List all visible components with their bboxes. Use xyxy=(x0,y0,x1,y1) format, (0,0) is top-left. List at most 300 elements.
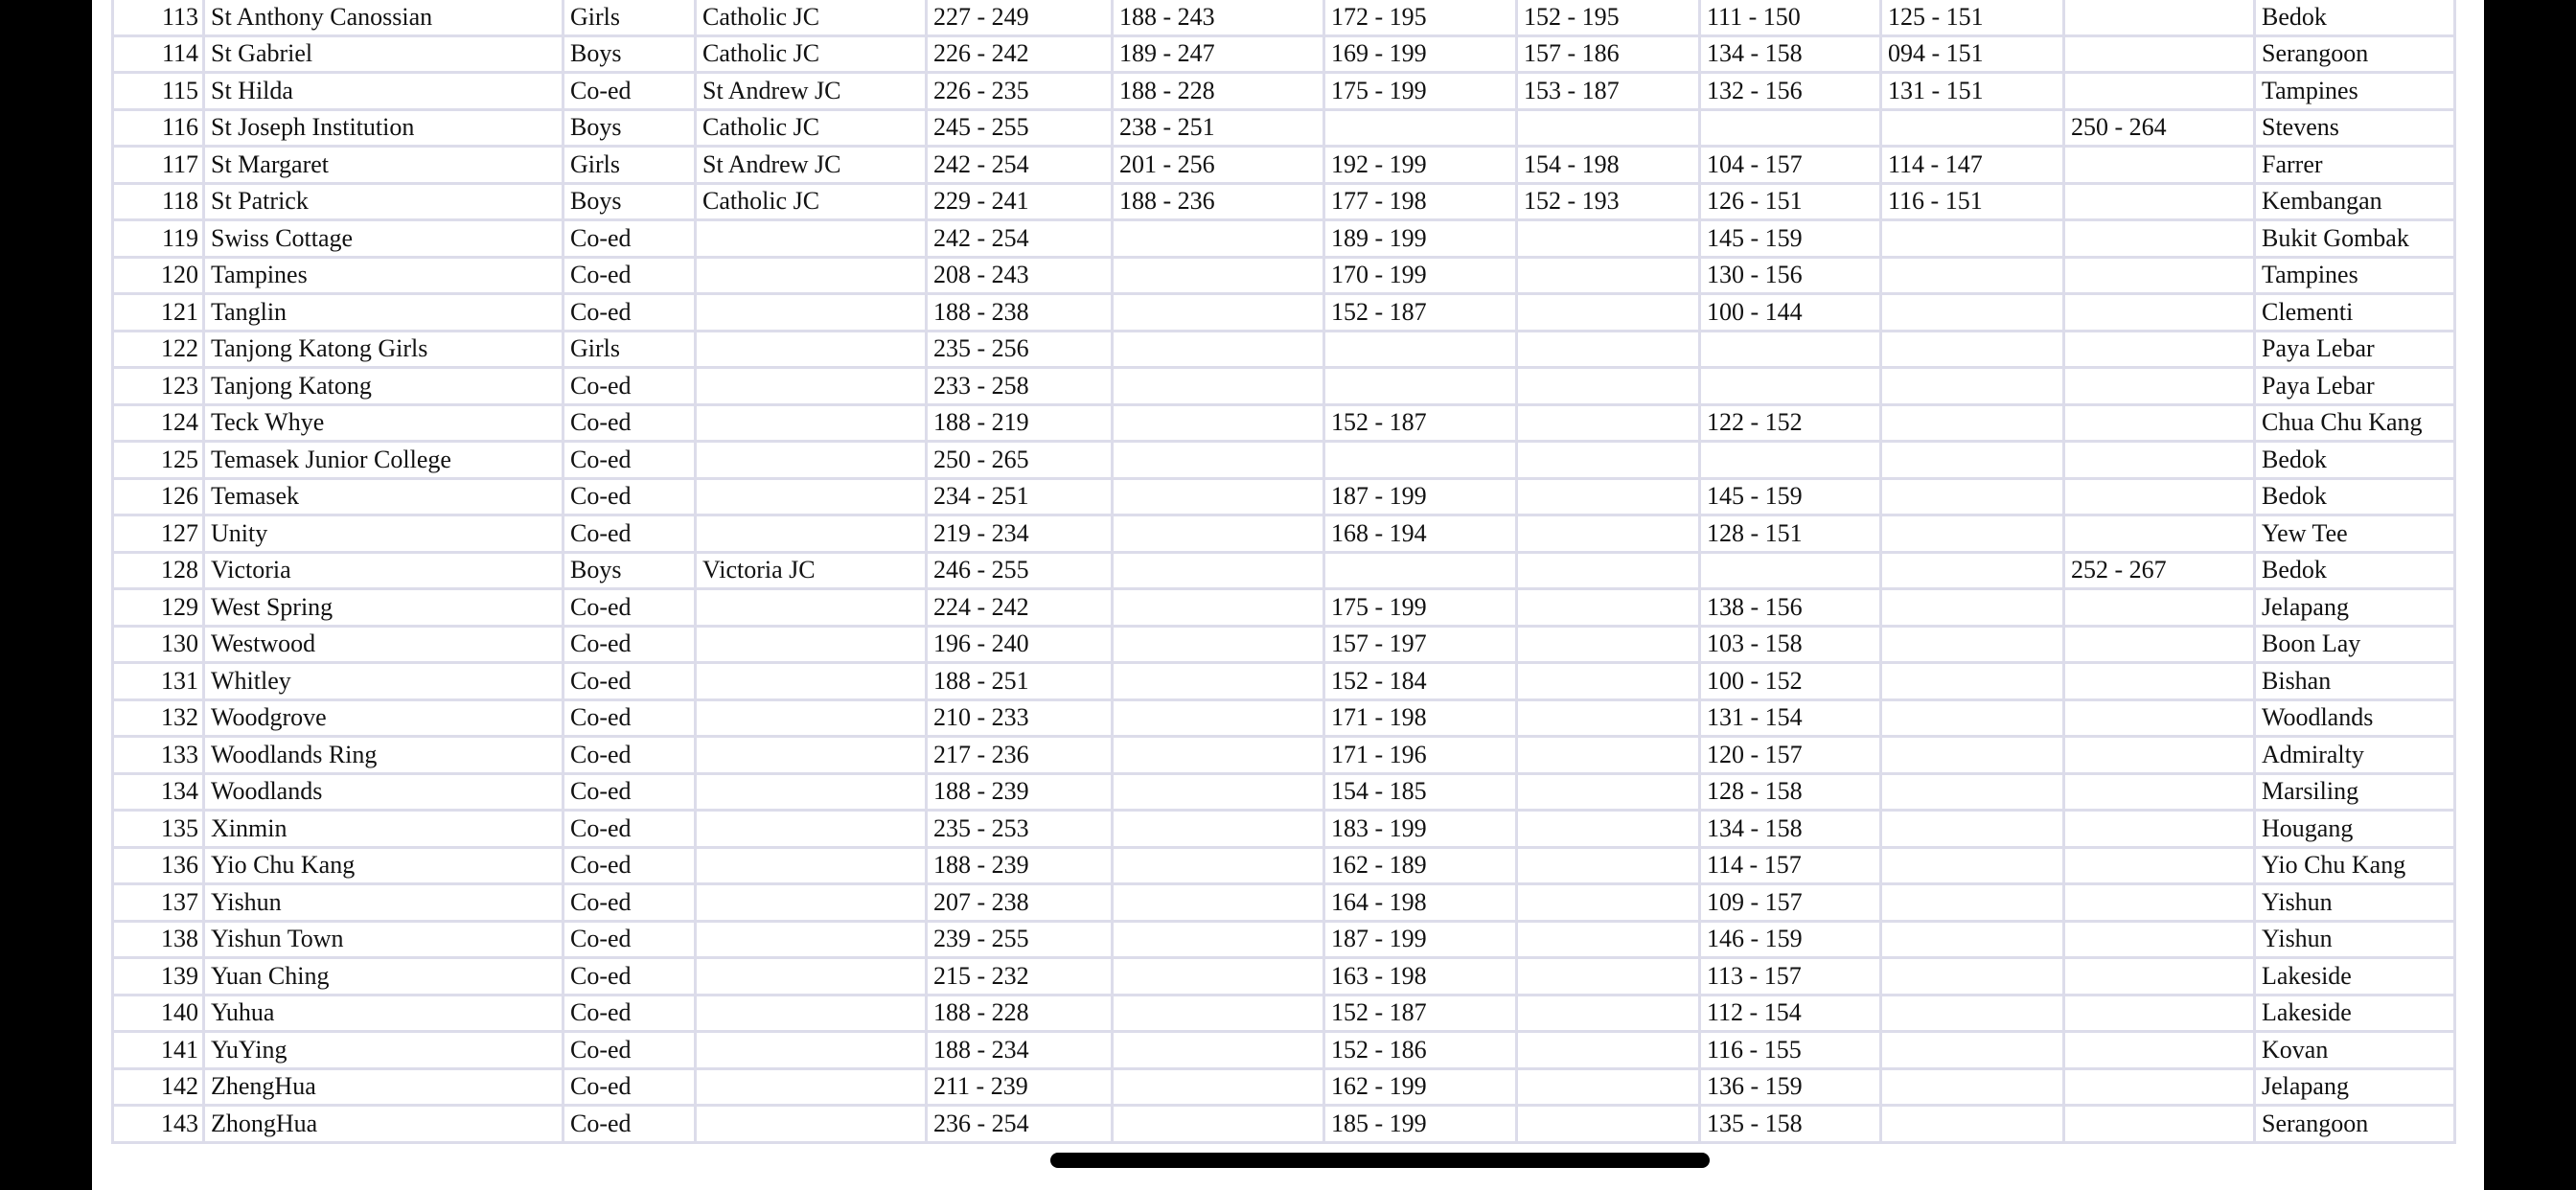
location-cell: Bukit Gombak xyxy=(2255,220,2455,258)
score-range-cell xyxy=(1113,737,1324,774)
table-row xyxy=(113,442,2455,479)
score-range-cell xyxy=(2064,257,2255,294)
table-row xyxy=(113,109,2455,147)
row-number-cell: 140 xyxy=(113,995,204,1032)
row-number-cell: 130 xyxy=(113,626,204,663)
school-name-cell: Xinmin xyxy=(204,811,564,848)
affiliated-jc-cell: Catholic JC xyxy=(696,35,927,73)
score-range-cell: 192 - 199 xyxy=(1324,147,1517,184)
location-cell: Yishun xyxy=(2255,921,2455,958)
score-range-cell: 138 - 156 xyxy=(1700,589,1881,627)
location-cell: Tampines xyxy=(2255,73,2455,110)
score-range-cell xyxy=(1881,257,2064,294)
score-range-cell: 146 - 159 xyxy=(1700,921,1881,958)
gender-type-cell: Co-ed xyxy=(564,1068,696,1106)
gender-type-cell: Co-ed xyxy=(564,73,696,110)
score-range-cell: 116 - 155 xyxy=(1700,1032,1881,1069)
school-name-cell: West Spring xyxy=(204,589,564,627)
table-row xyxy=(113,626,2455,663)
score-range-cell xyxy=(1113,515,1324,553)
gender-type-cell: Co-ed xyxy=(564,589,696,627)
school-name-cell: Yishun xyxy=(204,884,564,922)
score-range-cell: 104 - 157 xyxy=(1700,147,1881,184)
score-range-cell: 134 - 158 xyxy=(1700,811,1881,848)
score-range-cell: 175 - 199 xyxy=(1324,589,1517,627)
score-range-cell: 233 - 258 xyxy=(927,368,1113,405)
score-range-cell xyxy=(2064,220,2255,258)
score-range-cell: 145 - 159 xyxy=(1700,478,1881,515)
row-number-cell: 131 xyxy=(113,663,204,700)
score-range-cell xyxy=(1113,552,1324,589)
location-cell: Lakeside xyxy=(2255,995,2455,1032)
score-range-cell xyxy=(2064,1032,2255,1069)
score-range-cell xyxy=(2064,442,2255,479)
score-range-cell xyxy=(1881,331,2064,368)
affiliated-jc-cell xyxy=(696,257,927,294)
affiliated-jc-cell xyxy=(696,1106,927,1143)
row-number-cell: 137 xyxy=(113,884,204,922)
school-name-cell: St Gabriel xyxy=(204,35,564,73)
table-row xyxy=(113,220,2455,258)
score-range-cell xyxy=(2064,368,2255,405)
score-range-cell xyxy=(2064,404,2255,442)
score-range-cell xyxy=(1517,257,1700,294)
affiliated-jc-cell xyxy=(696,626,927,663)
row-number-cell: 138 xyxy=(113,921,204,958)
affiliated-jc-cell: Catholic JC xyxy=(696,0,927,35)
location-cell: Jelapang xyxy=(2255,589,2455,627)
score-range-cell xyxy=(1113,699,1324,737)
score-range-cell: 111 - 150 xyxy=(1700,0,1881,35)
score-range-cell xyxy=(2064,331,2255,368)
row-number-cell: 133 xyxy=(113,737,204,774)
score-range-cell xyxy=(2064,1106,2255,1143)
score-range-cell xyxy=(1517,958,1700,995)
row-number-cell: 113 xyxy=(113,0,204,35)
location-cell: Bedok xyxy=(2255,478,2455,515)
row-number-cell: 120 xyxy=(113,257,204,294)
score-range-cell: 131 - 154 xyxy=(1700,699,1881,737)
row-number-cell: 139 xyxy=(113,958,204,995)
document-page[interactable] xyxy=(92,0,2484,1190)
school-name-cell: St Patrick xyxy=(204,183,564,220)
gender-type-cell: Co-ed xyxy=(564,995,696,1032)
score-range-cell xyxy=(1517,478,1700,515)
row-number-cell: 123 xyxy=(113,368,204,405)
score-range-cell xyxy=(1517,294,1700,332)
location-cell: Clementi xyxy=(2255,294,2455,332)
affiliated-jc-cell xyxy=(696,737,927,774)
school-name-cell: Yuhua xyxy=(204,995,564,1032)
school-name-cell: Tanjong Katong Girls xyxy=(204,331,564,368)
score-range-cell xyxy=(2064,663,2255,700)
score-range-cell: 157 - 186 xyxy=(1517,35,1700,73)
school-name-cell: St Hilda xyxy=(204,73,564,110)
table-body xyxy=(113,0,2455,1142)
table-row xyxy=(113,368,2455,405)
score-range-cell xyxy=(1700,442,1881,479)
row-number-cell: 136 xyxy=(113,847,204,884)
score-range-cell: 152 - 184 xyxy=(1324,663,1517,700)
score-range-cell: 188 - 228 xyxy=(927,995,1113,1032)
gender-type-cell: Co-ed xyxy=(564,921,696,958)
school-name-cell: Unity xyxy=(204,515,564,553)
location-cell: Lakeside xyxy=(2255,958,2455,995)
score-range-cell xyxy=(2064,921,2255,958)
score-range-cell xyxy=(1881,884,2064,922)
affiliated-jc-cell xyxy=(696,847,927,884)
score-range-cell: 210 - 233 xyxy=(927,699,1113,737)
table-row xyxy=(113,404,2455,442)
score-range-cell: 201 - 256 xyxy=(1113,147,1324,184)
home-indicator[interactable] xyxy=(1050,1153,1710,1168)
score-range-cell: 185 - 199 xyxy=(1324,1106,1517,1143)
school-name-cell: Westwood xyxy=(204,626,564,663)
score-range-cell xyxy=(1517,773,1700,811)
affiliated-jc-cell: Catholic JC xyxy=(696,183,927,220)
score-range-cell xyxy=(1881,995,2064,1032)
score-range-cell: 242 - 254 xyxy=(927,147,1113,184)
score-range-cell: 094 - 151 xyxy=(1881,35,2064,73)
school-name-cell: Tanjong Katong xyxy=(204,368,564,405)
gender-type-cell: Boys xyxy=(564,109,696,147)
score-range-cell: 154 - 185 xyxy=(1324,773,1517,811)
table-row xyxy=(113,663,2455,700)
school-name-cell: Whitley xyxy=(204,663,564,700)
score-range-cell xyxy=(2064,884,2255,922)
score-range-cell xyxy=(1517,699,1700,737)
score-range-cell: 175 - 199 xyxy=(1324,73,1517,110)
score-range-cell: 152 - 187 xyxy=(1324,404,1517,442)
score-range-cell xyxy=(1517,109,1700,147)
location-cell: Hougang xyxy=(2255,811,2455,848)
row-number-cell: 114 xyxy=(113,35,204,73)
score-range-cell xyxy=(1881,847,2064,884)
location-cell: Marsiling xyxy=(2255,773,2455,811)
row-number-cell: 122 xyxy=(113,331,204,368)
table-row xyxy=(113,811,2455,848)
score-range-cell xyxy=(1517,1068,1700,1106)
score-range-cell xyxy=(1113,663,1324,700)
score-range-cell xyxy=(2064,773,2255,811)
score-range-cell: 239 - 255 xyxy=(927,921,1113,958)
score-range-cell xyxy=(1700,331,1881,368)
gender-type-cell: Co-ed xyxy=(564,958,696,995)
score-range-cell: 122 - 152 xyxy=(1700,404,1881,442)
score-range-cell xyxy=(1113,626,1324,663)
score-range-cell xyxy=(1113,811,1324,848)
score-range-cell xyxy=(2064,478,2255,515)
score-range-cell xyxy=(1517,626,1700,663)
score-range-cell xyxy=(1113,294,1324,332)
score-range-cell xyxy=(1517,220,1700,258)
score-range-cell xyxy=(1517,663,1700,700)
score-range-cell xyxy=(1881,478,2064,515)
score-range-cell: 116 - 151 xyxy=(1881,183,2064,220)
gender-type-cell: Girls xyxy=(564,147,696,184)
score-range-cell xyxy=(1517,442,1700,479)
score-range-cell: 171 - 198 xyxy=(1324,699,1517,737)
table-row xyxy=(113,921,2455,958)
score-range-cell: 136 - 159 xyxy=(1700,1068,1881,1106)
gender-type-cell: Co-ed xyxy=(564,737,696,774)
row-number-cell: 115 xyxy=(113,73,204,110)
score-range-cell xyxy=(1113,404,1324,442)
score-range-cell xyxy=(1881,958,2064,995)
score-range-cell xyxy=(1881,921,2064,958)
table-row xyxy=(113,995,2455,1032)
row-number-cell: 117 xyxy=(113,147,204,184)
location-cell: Serangoon xyxy=(2255,35,2455,73)
row-number-cell: 118 xyxy=(113,183,204,220)
affiliated-jc-cell xyxy=(696,1032,927,1069)
location-cell: Yishun xyxy=(2255,884,2455,922)
school-name-cell: Tanglin xyxy=(204,294,564,332)
score-range-cell xyxy=(1517,1032,1700,1069)
score-range-cell xyxy=(1113,442,1324,479)
score-range-cell xyxy=(1113,958,1324,995)
score-range-cell xyxy=(1517,884,1700,922)
gender-type-cell: Co-ed xyxy=(564,404,696,442)
gender-type-cell: Co-ed xyxy=(564,220,696,258)
score-range-cell: 188 - 243 xyxy=(1113,0,1324,35)
school-name-cell: Temasek Junior College xyxy=(204,442,564,479)
score-range-cell: 207 - 238 xyxy=(927,884,1113,922)
school-name-cell: St Margaret xyxy=(204,147,564,184)
score-range-cell xyxy=(1881,663,2064,700)
score-range-cell: 152 - 187 xyxy=(1324,995,1517,1032)
score-range-cell: 100 - 152 xyxy=(1700,663,1881,700)
score-range-cell: 208 - 243 xyxy=(927,257,1113,294)
score-range-cell xyxy=(1324,331,1517,368)
score-range-cell xyxy=(2064,958,2255,995)
affiliated-jc-cell xyxy=(696,442,927,479)
location-cell: Yio Chu Kang xyxy=(2255,847,2455,884)
gender-type-cell: Boys xyxy=(564,552,696,589)
score-range-cell: 163 - 198 xyxy=(1324,958,1517,995)
score-range-cell xyxy=(1881,626,2064,663)
affiliated-jc-cell xyxy=(696,368,927,405)
score-range-cell xyxy=(2064,995,2255,1032)
score-range-cell: 168 - 194 xyxy=(1324,515,1517,553)
table-row xyxy=(113,1068,2455,1106)
school-name-cell: Woodlands xyxy=(204,773,564,811)
table-row xyxy=(113,257,2455,294)
score-range-cell xyxy=(1700,552,1881,589)
gender-type-cell: Co-ed xyxy=(564,811,696,848)
score-range-cell xyxy=(2064,35,2255,73)
school-name-cell: Victoria xyxy=(204,552,564,589)
gender-type-cell: Co-ed xyxy=(564,847,696,884)
score-range-cell xyxy=(1517,331,1700,368)
score-range-cell xyxy=(1113,478,1324,515)
score-range-cell: 226 - 242 xyxy=(927,35,1113,73)
score-range-cell xyxy=(2064,737,2255,774)
school-name-cell: Yuan Ching xyxy=(204,958,564,995)
score-range-cell xyxy=(2064,183,2255,220)
score-range-cell: 250 - 265 xyxy=(927,442,1113,479)
score-range-cell xyxy=(1113,884,1324,922)
gender-type-cell: Co-ed xyxy=(564,368,696,405)
location-cell: Boon Lay xyxy=(2255,626,2455,663)
school-name-cell: Temasek xyxy=(204,478,564,515)
score-range-cell xyxy=(1113,995,1324,1032)
score-range-cell xyxy=(1113,847,1324,884)
score-range-cell: 130 - 156 xyxy=(1700,257,1881,294)
score-range-cell: 113 - 157 xyxy=(1700,958,1881,995)
score-range-cell xyxy=(1113,368,1324,405)
score-range-cell xyxy=(1700,368,1881,405)
score-range-cell xyxy=(2064,147,2255,184)
gender-type-cell: Co-ed xyxy=(564,515,696,553)
affiliated-jc-cell xyxy=(696,1068,927,1106)
score-range-cell xyxy=(2064,1068,2255,1106)
affiliated-jc-cell xyxy=(696,884,927,922)
score-range-cell: 187 - 199 xyxy=(1324,478,1517,515)
row-number-cell: 125 xyxy=(113,442,204,479)
row-number-cell: 129 xyxy=(113,589,204,627)
affiliated-jc-cell: Victoria JC xyxy=(696,552,927,589)
score-range-cell: 162 - 189 xyxy=(1324,847,1517,884)
score-range-cell: 236 - 254 xyxy=(927,1106,1113,1143)
location-cell: Chua Chu Kang xyxy=(2255,404,2455,442)
score-range-cell: 242 - 254 xyxy=(927,220,1113,258)
score-range-cell: 183 - 199 xyxy=(1324,811,1517,848)
row-number-cell: 143 xyxy=(113,1106,204,1143)
table-row xyxy=(113,183,2455,220)
score-range-cell xyxy=(1517,368,1700,405)
score-range-cell xyxy=(1881,1068,2064,1106)
score-range-cell xyxy=(1881,515,2064,553)
score-range-cell xyxy=(1517,847,1700,884)
row-number-cell: 124 xyxy=(113,404,204,442)
location-cell: Bedok xyxy=(2255,442,2455,479)
location-cell: Serangoon xyxy=(2255,1106,2455,1143)
score-range-cell xyxy=(1881,737,2064,774)
score-range-cell xyxy=(1517,404,1700,442)
score-range-cell xyxy=(1881,442,2064,479)
score-range-cell xyxy=(2064,73,2255,110)
school-name-cell: ZhengHua xyxy=(204,1068,564,1106)
row-number-cell: 132 xyxy=(113,699,204,737)
affiliated-jc-cell xyxy=(696,589,927,627)
score-range-cell: 126 - 151 xyxy=(1700,183,1881,220)
gender-type-cell: Co-ed xyxy=(564,884,696,922)
score-range-cell xyxy=(1881,294,2064,332)
table-row xyxy=(113,331,2455,368)
score-range-cell: 152 - 195 xyxy=(1517,0,1700,35)
affiliated-jc-cell xyxy=(696,663,927,700)
score-range-cell: 145 - 159 xyxy=(1700,220,1881,258)
affiliated-jc-cell xyxy=(696,515,927,553)
gender-type-cell: Co-ed xyxy=(564,1106,696,1143)
gender-type-cell: Co-ed xyxy=(564,773,696,811)
score-range-cell: 189 - 247 xyxy=(1113,35,1324,73)
affiliated-jc-cell: Catholic JC xyxy=(696,109,927,147)
score-range-cell: 250 - 264 xyxy=(2064,109,2255,147)
score-range-cell: 188 - 236 xyxy=(1113,183,1324,220)
location-cell: Kovan xyxy=(2255,1032,2455,1069)
score-range-cell: 234 - 251 xyxy=(927,478,1113,515)
row-number-cell: 134 xyxy=(113,773,204,811)
location-cell: Bedok xyxy=(2255,552,2455,589)
score-range-cell xyxy=(1113,921,1324,958)
score-range-cell: 188 - 234 xyxy=(927,1032,1113,1069)
score-range-cell xyxy=(1881,109,2064,147)
school-name-cell: Swiss Cottage xyxy=(204,220,564,258)
score-range-cell: 245 - 255 xyxy=(927,109,1113,147)
school-name-cell: Yishun Town xyxy=(204,921,564,958)
score-range-cell xyxy=(1517,552,1700,589)
score-range-cell: 177 - 198 xyxy=(1324,183,1517,220)
score-range-cell: 196 - 240 xyxy=(927,626,1113,663)
location-cell: Bishan xyxy=(2255,663,2455,700)
table-row xyxy=(113,737,2455,774)
affiliated-jc-cell xyxy=(696,404,927,442)
score-range-cell xyxy=(1324,442,1517,479)
score-range-cell xyxy=(2064,811,2255,848)
row-number-cell: 135 xyxy=(113,811,204,848)
gender-type-cell: Co-ed xyxy=(564,257,696,294)
table-row xyxy=(113,958,2455,995)
location-cell: Admiralty xyxy=(2255,737,2455,774)
score-range-cell: 103 - 158 xyxy=(1700,626,1881,663)
score-range-cell: 152 - 186 xyxy=(1324,1032,1517,1069)
gender-type-cell: Co-ed xyxy=(564,699,696,737)
score-range-cell: 219 - 234 xyxy=(927,515,1113,553)
school-name-cell: ZhongHua xyxy=(204,1106,564,1143)
score-range-cell xyxy=(1517,515,1700,553)
score-range-cell xyxy=(2064,294,2255,332)
score-range-cell: 187 - 199 xyxy=(1324,921,1517,958)
table-row xyxy=(113,589,2455,627)
score-range-cell: 152 - 193 xyxy=(1517,183,1700,220)
gender-type-cell: Girls xyxy=(564,0,696,35)
table-row xyxy=(113,699,2455,737)
location-cell: Stevens xyxy=(2255,109,2455,147)
row-number-cell: 141 xyxy=(113,1032,204,1069)
score-range-cell xyxy=(2064,699,2255,737)
score-range-cell xyxy=(1881,220,2064,258)
score-range-cell: 188 - 239 xyxy=(927,847,1113,884)
school-name-cell: Woodlands Ring xyxy=(204,737,564,774)
score-range-cell: 169 - 199 xyxy=(1324,35,1517,73)
school-name-cell: Tampines xyxy=(204,257,564,294)
score-range-cell: 100 - 144 xyxy=(1700,294,1881,332)
score-range-cell: 157 - 197 xyxy=(1324,626,1517,663)
score-range-cell xyxy=(1881,773,2064,811)
score-range-cell: 188 - 239 xyxy=(927,773,1113,811)
score-range-cell xyxy=(1113,220,1324,258)
gender-type-cell: Co-ed xyxy=(564,478,696,515)
score-range-cell: 120 - 157 xyxy=(1700,737,1881,774)
score-range-cell: 215 - 232 xyxy=(927,958,1113,995)
score-range-cell xyxy=(1881,552,2064,589)
school-name-cell: Teck Whye xyxy=(204,404,564,442)
score-range-cell: 172 - 195 xyxy=(1324,0,1517,35)
score-range-cell: 154 - 198 xyxy=(1517,147,1700,184)
score-range-cell xyxy=(1517,811,1700,848)
score-range-cell: 188 - 251 xyxy=(927,663,1113,700)
school-name-cell: Yio Chu Kang xyxy=(204,847,564,884)
school-name-cell: YuYing xyxy=(204,1032,564,1069)
score-range-cell xyxy=(2064,847,2255,884)
table-row xyxy=(113,884,2455,922)
score-range-cell: 164 - 198 xyxy=(1324,884,1517,922)
row-number-cell: 116 xyxy=(113,109,204,147)
location-cell: Paya Lebar xyxy=(2255,331,2455,368)
table-row xyxy=(113,515,2455,553)
